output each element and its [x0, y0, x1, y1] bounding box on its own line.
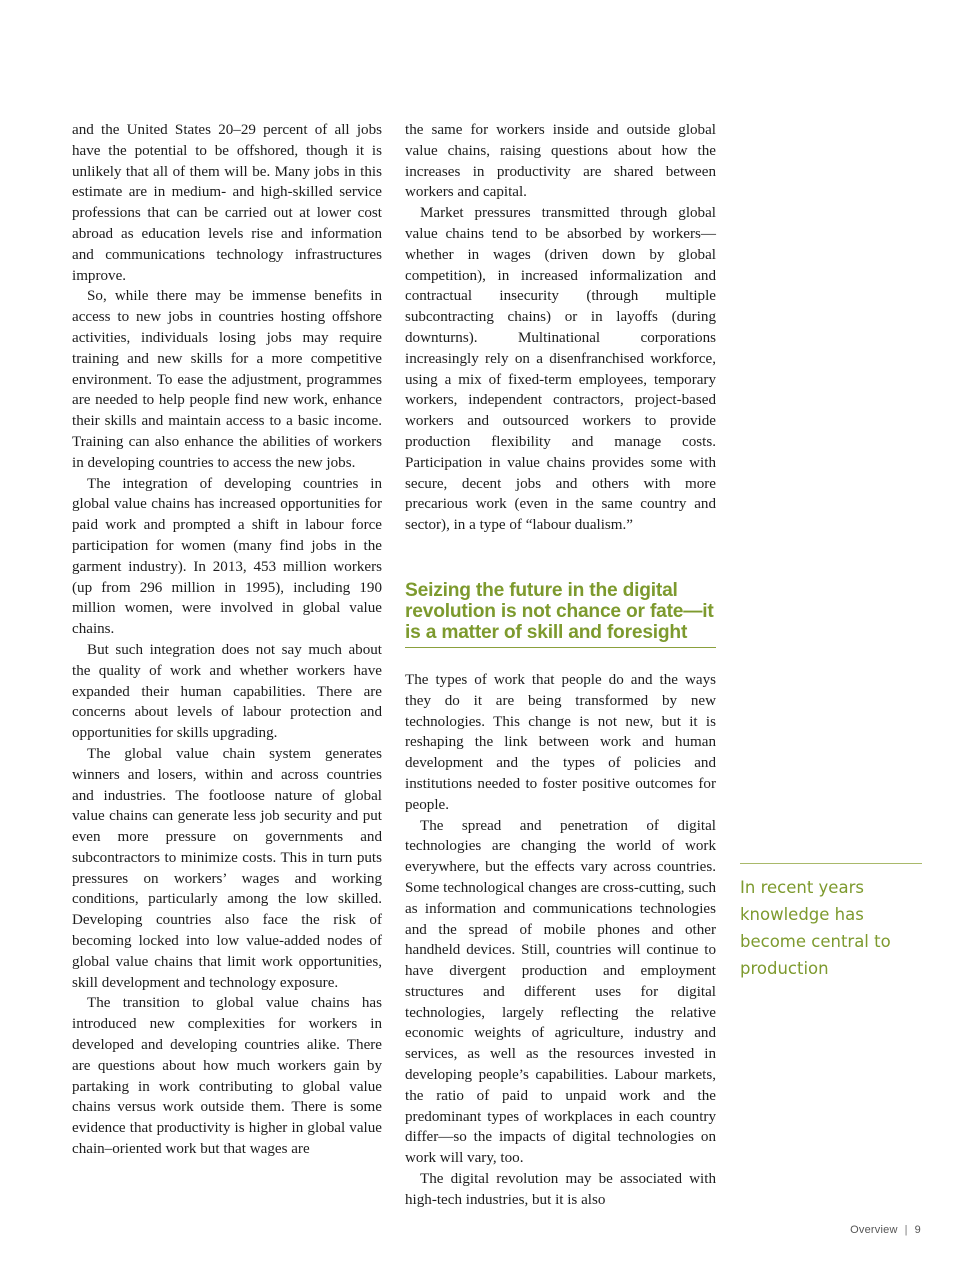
- body-paragraph: the same for workers inside and outside global value chains, raising questions about how the increases in productivity are shared between workers and capital.: [405, 122, 716, 201]
- right-column: [405, 120, 716, 1211]
- page-number: 9: [914, 1224, 921, 1236]
- body-paragraph: The spread and penetration of digital technologies are changing the world of work everywhere, but the effects vary across countries. Some technological changes are cross-cutting, such as information and communications technologies and the spread of mobile phones and other handheld devices. Still, countries will continue to have divergent production and employment structures and different uses for digital technologies, largely reflecting the relative economic weights of agriculture, industry and services, as well as the resources invested in developing people’s capabilities. Labour markets, the ratio of paid to unpaid work and the predominant types of workplaces in each country differ—so the impacts of digital technologies on work will vary, too.: [405, 817, 716, 1167]
- footer-separator: |: [904, 1224, 908, 1236]
- body-paragraph: The transition to global value chains has introduced new complexities for workers in developed and developing countries alike. There are questions about how much workers gain by partaking in work contributing to global value chains versus work outside them. There is some evidence that productivity is higher in global value chain–oriented work but that wages are: [72, 995, 382, 1158]
- body-paragraph: The types of work that people do and the ways they do it are being transformed by new technologies. This change is not new, but it is reshaping the link between work and human development and the types of policies and institutions needed to foster positive outcomes for people.: [405, 671, 716, 813]
- body-paragraph: So, while there may be immense benefits in access to new jobs in countries hosting offshore activities, individuals losing jobs may require training and new skills for a more competitive environment. To ease the adjustment, programmes are needed to help people find new work, enhance their skills and maintain access to a basic income. Training can also enhance the abilities of workers in developing countries to access the new jobs.: [72, 288, 382, 471]
- body-paragraph: The integration of developing countries in global value chains has increased opportunities for paid work and prompted a shift in labour force participation for women (many find jobs in the garment industry). In 2013, 453 million workers (up from 296 million in 1995), including 190 million women, were involved in global value chains.: [72, 475, 382, 638]
- section-heading: Seizing the future in the digital revolution is not chance or fate—it is a matter of skill and foresight: [405, 580, 716, 648]
- footer-section-label: Overview: [850, 1224, 898, 1236]
- body-paragraph: The global value chain system generates winners and losers, within and across countries and industries. The footloose nature of global value chains can generate less job security and put even more pressure on governments and subcontractors to minimize costs. This in turn puts pressures on workers’ wages and working conditions, particularly among the low skilled. Developing countries also face the risk of becoming locked into low value-added nodes of global value chains that limit work opportunities, skill development and technology exposure.: [72, 745, 382, 991]
- body-paragraph: and the United States 20–29 percent of all jobs have the potential to be offshored, though it is unlikely that all of them will be. Many jobs in this estimate are in medium- and high-skilled service professions that can be carried out at lower cost abroad as education levels rise and information and communications technology infrastructures improve.: [72, 122, 382, 284]
- left-column: [72, 120, 382, 1160]
- body-paragraph: Market pressures transmitted through global value chains tend to be absorbed by workers—whether in wages (driven down by global competition), in increased informalization and contractual insecurity (through multiple subcontracting chains) or in layoffs (during downturns). Multinational corporations increasingly rely on a disenfranchised workforce, using a mix of fixed-term employees, temporary workers, independent contractors, project-based workers and outsourced workers to provide production flexibility and manage costs. Participation in value chains provides some with secure, decent jobs and others with more precarious work (even in the same country and sector), in a type of “labour dualism.”: [405, 205, 716, 534]
- body-paragraph: But such integration does not say much about the quality of work and whether workers have expanded their human capabilities. There are concerns about levels of labour protection and opportunities for skills upgrading.: [72, 641, 382, 742]
- page-footer: [850, 1224, 921, 1236]
- body-paragraph: The digital revolution may be associated with high-tech industries, but it is also: [405, 1171, 716, 1208]
- pull-quote: In recent years knowledge has become central to production: [740, 863, 922, 982]
